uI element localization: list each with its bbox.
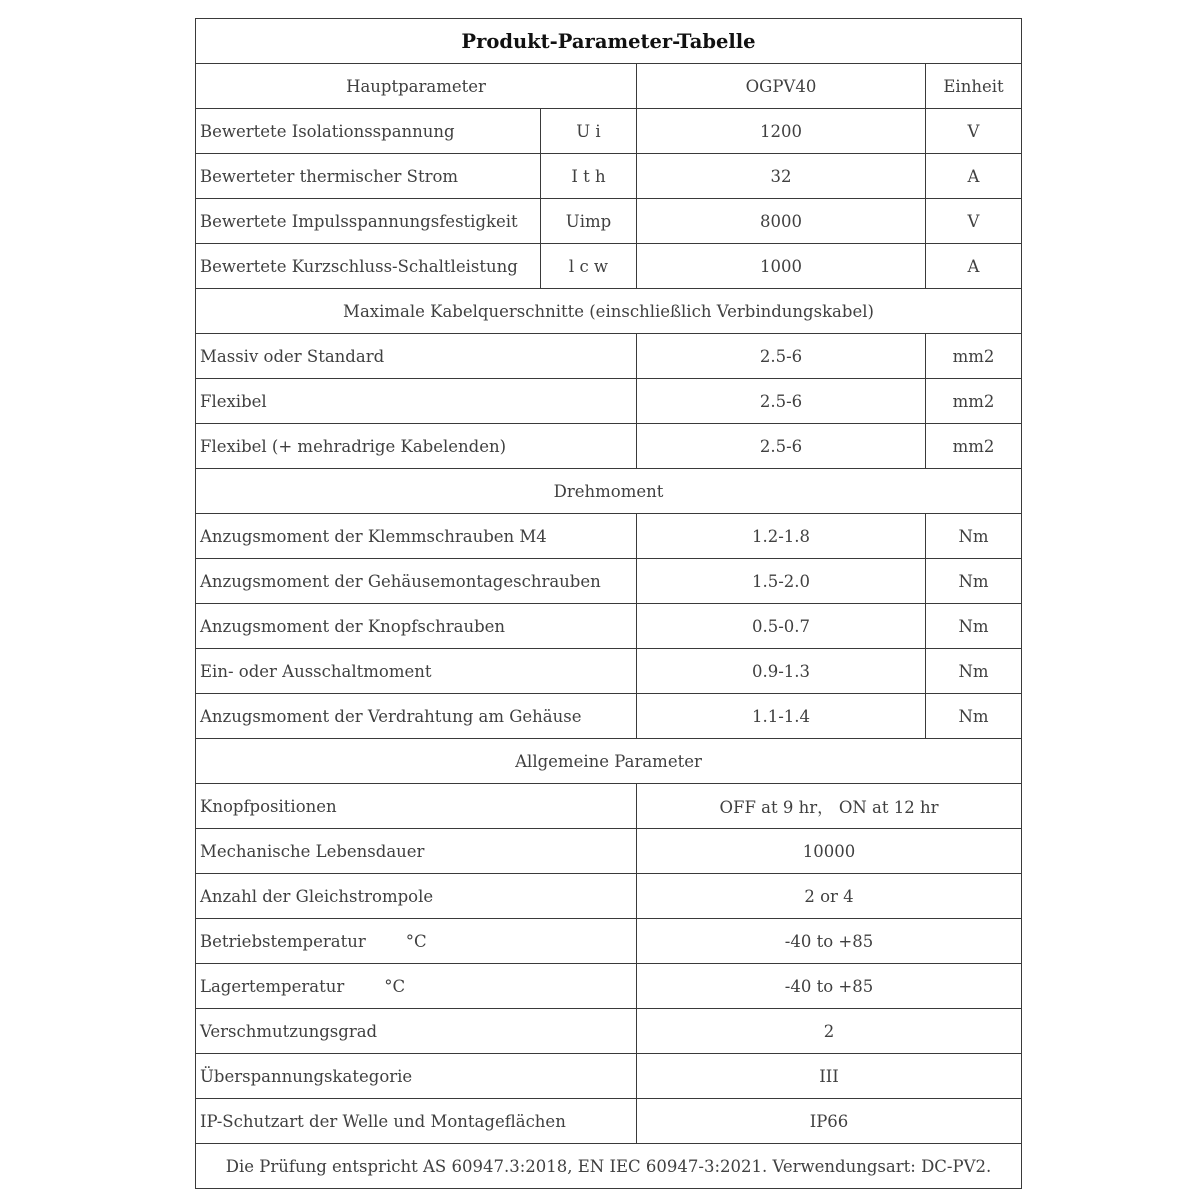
general-value: 2 or 4 xyxy=(637,874,1022,919)
torque-value: 1.1-1.4 xyxy=(637,694,926,739)
cable-unit: mm2 xyxy=(926,334,1022,379)
general-value: OFF at 9 hr， ON at 12 hr xyxy=(637,784,1022,829)
torque-value: 0.9-1.3 xyxy=(637,649,926,694)
table-title: Produkt-Parameter-Tabelle xyxy=(196,19,1022,64)
torque-unit: Nm xyxy=(926,559,1022,604)
torque-unit: Nm xyxy=(926,604,1022,649)
torque-label: Anzugsmoment der Verdrahtung am Gehäuse xyxy=(196,694,637,739)
cable-label: Flexibel xyxy=(196,379,637,424)
param-unit: V xyxy=(926,199,1022,244)
table-row xyxy=(196,514,1022,559)
table-row xyxy=(196,784,1022,829)
table-row xyxy=(196,1054,1022,1099)
param-label: Bewertete Isolationsspannung xyxy=(196,109,541,154)
param-label: Bewertete Kurzschluss-Schaltleistung xyxy=(196,244,541,289)
torque-unit: Nm xyxy=(926,514,1022,559)
cable-value: 2.5-6 xyxy=(637,424,926,469)
table-row xyxy=(196,694,1022,739)
table-row xyxy=(196,1009,1022,1054)
general-label-unit: °C xyxy=(405,931,427,951)
cable-value: 2.5-6 xyxy=(637,334,926,379)
general-label-cell xyxy=(196,919,637,964)
param-unit: A xyxy=(926,244,1022,289)
cable-section-heading: Maximale Kabelquerschnitte (einschließlich Verbindungskabel) xyxy=(196,289,1022,334)
section-row xyxy=(196,739,1022,784)
table-row xyxy=(196,829,1022,874)
general-value: 2 xyxy=(637,1009,1022,1054)
param-value: 32 xyxy=(637,154,926,199)
table-row xyxy=(196,154,1022,199)
table-row xyxy=(196,199,1022,244)
param-value: 1200 xyxy=(637,109,926,154)
torque-label: Anzugsmoment der Knopfschrauben xyxy=(196,604,637,649)
param-symbol: U i xyxy=(541,109,637,154)
param-label: Bewertete Impulsspannungsfestigkeit xyxy=(196,199,541,244)
table-row xyxy=(196,649,1022,694)
table-row xyxy=(196,559,1022,604)
param-unit: A xyxy=(926,154,1022,199)
torque-section-heading: Drehmoment xyxy=(196,469,1022,514)
torque-value: 1.2-1.8 xyxy=(637,514,926,559)
header-unit: Einheit xyxy=(926,64,1022,109)
general-value: IP66 xyxy=(637,1099,1022,1144)
header-model: OGPV40 xyxy=(637,64,926,109)
general-label: Lagertemperatur xyxy=(200,976,345,996)
cable-label: Massiv oder Standard xyxy=(196,334,637,379)
param-value: 1000 xyxy=(637,244,926,289)
header-row xyxy=(196,64,1022,109)
param-symbol: I t h xyxy=(541,154,637,199)
cable-unit: mm2 xyxy=(926,379,1022,424)
table-row xyxy=(196,424,1022,469)
title-row xyxy=(196,19,1022,64)
table-row xyxy=(196,919,1022,964)
general-label: IP-Schutzart der Welle und Montageflächen xyxy=(196,1099,637,1144)
cable-value: 2.5-6 xyxy=(637,379,926,424)
general-label: Verschmutzungsgrad xyxy=(196,1009,637,1054)
torque-unit: Nm xyxy=(926,694,1022,739)
torque-label: Anzugsmoment der Klemmschrauben M4 xyxy=(196,514,637,559)
general-value: III xyxy=(637,1054,1022,1099)
general-section-heading: Allgemeine Parameter xyxy=(196,739,1022,784)
table-row xyxy=(196,334,1022,379)
param-label: Bewerteter thermischer Strom xyxy=(196,154,541,199)
general-label-cell xyxy=(196,964,637,1009)
general-label: Überspannungskategorie xyxy=(196,1054,637,1099)
general-value: 10000 xyxy=(637,829,1022,874)
cable-unit: mm2 xyxy=(926,424,1022,469)
section-row xyxy=(196,469,1022,514)
param-symbol: Uimp xyxy=(541,199,637,244)
torque-label: Anzugsmoment der Gehäusemontageschrauben xyxy=(196,559,637,604)
general-value: -40 to +85 xyxy=(637,964,1022,1009)
general-label: Betriebstemperatur xyxy=(200,931,366,951)
general-value: -40 to +85 xyxy=(637,919,1022,964)
table-row xyxy=(196,244,1022,289)
torque-label: Ein- oder Ausschaltmoment xyxy=(196,649,637,694)
param-value: 8000 xyxy=(637,199,926,244)
general-label: Knopfpositionen xyxy=(196,784,637,829)
param-unit: V xyxy=(926,109,1022,154)
general-label: Mechanische Lebensdauer xyxy=(196,829,637,874)
table-row xyxy=(196,874,1022,919)
footer-row xyxy=(196,1144,1022,1189)
parameter-table xyxy=(195,18,1022,1189)
table-row xyxy=(196,1099,1022,1144)
cable-label: Flexibel (+ mehradrige Kabelenden) xyxy=(196,424,637,469)
torque-value: 0.5-0.7 xyxy=(637,604,926,649)
section-row xyxy=(196,289,1022,334)
general-label-unit: °C xyxy=(384,976,406,996)
table-row xyxy=(196,379,1022,424)
general-label: Anzahl der Gleichstrompole xyxy=(196,874,637,919)
table-row xyxy=(196,964,1022,1009)
torque-unit: Nm xyxy=(926,649,1022,694)
torque-value: 1.5-2.0 xyxy=(637,559,926,604)
param-symbol: l c w xyxy=(541,244,637,289)
table-row xyxy=(196,109,1022,154)
header-param: Hauptparameter xyxy=(196,64,637,109)
compliance-note: Die Prüfung entspricht AS 60947.3:2018, EN IEC 60947-3:2021. Verwendungsart: DC-PV2. xyxy=(196,1144,1022,1189)
table-row xyxy=(196,604,1022,649)
